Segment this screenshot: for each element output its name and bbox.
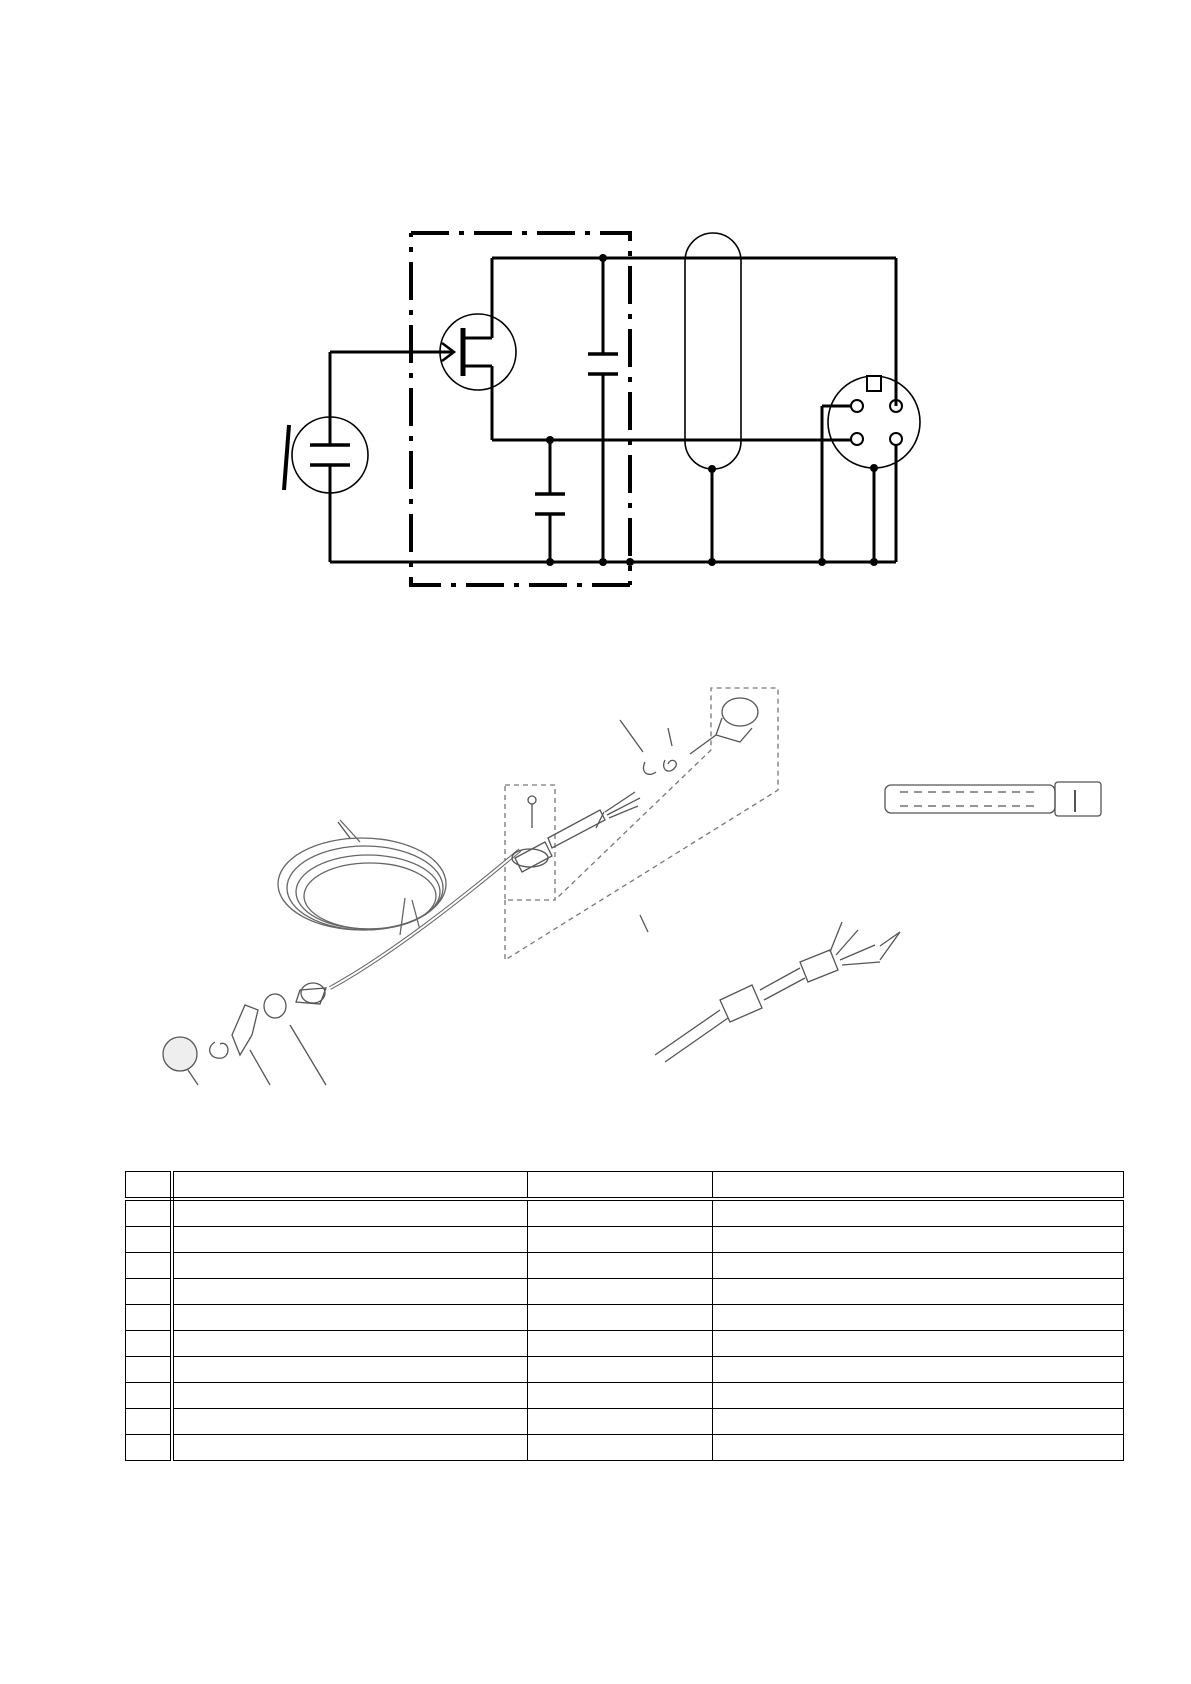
table-cell bbox=[528, 1305, 713, 1331]
table-cell bbox=[126, 1227, 173, 1253]
table-cell bbox=[528, 1279, 713, 1305]
table-cell bbox=[713, 1279, 1124, 1305]
table-cell bbox=[126, 1409, 173, 1435]
table-cell bbox=[528, 1383, 713, 1409]
circuit-schematic bbox=[0, 0, 1191, 620]
table-row bbox=[126, 1305, 1124, 1331]
table-cell bbox=[126, 1305, 173, 1331]
table-cell bbox=[172, 1279, 528, 1305]
header-cell bbox=[713, 1172, 1124, 1200]
table-cell bbox=[713, 1199, 1124, 1227]
table-cell bbox=[172, 1253, 528, 1279]
table-cell bbox=[528, 1227, 713, 1253]
shielded-cable bbox=[685, 233, 741, 469]
capsule-capacitor bbox=[284, 352, 368, 562]
table-row bbox=[126, 1435, 1124, 1461]
strain-relief bbox=[512, 810, 605, 872]
table-cell bbox=[528, 1253, 713, 1279]
table-row bbox=[126, 1253, 1124, 1279]
lock-clip bbox=[643, 760, 676, 774]
screw bbox=[528, 796, 536, 828]
table-cell bbox=[713, 1435, 1124, 1461]
table-row bbox=[126, 1199, 1124, 1227]
table-row bbox=[126, 1409, 1124, 1435]
table-cell bbox=[713, 1331, 1124, 1357]
table-cell bbox=[172, 1199, 528, 1227]
shield-boundary bbox=[411, 233, 630, 585]
table-cell bbox=[713, 1409, 1124, 1435]
table-row bbox=[126, 1331, 1124, 1357]
table-cell bbox=[713, 1253, 1124, 1279]
table-header-row bbox=[126, 1172, 1124, 1200]
windscreen bbox=[163, 1037, 197, 1071]
table-cell bbox=[172, 1357, 528, 1383]
table-cell bbox=[126, 1383, 173, 1409]
table-cell bbox=[126, 1253, 173, 1279]
table-cell bbox=[528, 1331, 713, 1357]
table-cell bbox=[713, 1383, 1124, 1409]
ring bbox=[264, 994, 286, 1018]
table-cell bbox=[172, 1409, 528, 1435]
table-cell bbox=[528, 1409, 713, 1435]
table-cell bbox=[528, 1435, 713, 1461]
table-cell bbox=[713, 1305, 1124, 1331]
header-cell bbox=[172, 1172, 528, 1200]
wire-ends bbox=[605, 792, 640, 818]
header-cell bbox=[528, 1172, 713, 1200]
table-cell bbox=[713, 1357, 1124, 1383]
table-cell bbox=[528, 1357, 713, 1383]
table-cell bbox=[172, 1227, 528, 1253]
table-cell bbox=[126, 1357, 173, 1383]
table-row bbox=[126, 1357, 1124, 1383]
capsule-housing bbox=[296, 983, 326, 1004]
table-cell bbox=[126, 1331, 173, 1357]
table-row bbox=[126, 1279, 1124, 1305]
bypass-capacitor bbox=[535, 440, 565, 562]
header-cell bbox=[126, 1172, 173, 1200]
exploded-parts-drawing bbox=[0, 620, 1191, 1100]
tip-pin bbox=[885, 782, 1101, 816]
parts-list-table bbox=[125, 1171, 1124, 1461]
cable-end-detail bbox=[655, 922, 900, 1062]
output-capacitor bbox=[588, 258, 618, 562]
table-cell bbox=[172, 1383, 528, 1409]
table-cell bbox=[528, 1199, 713, 1227]
table-row bbox=[126, 1227, 1124, 1253]
table-cell bbox=[172, 1435, 528, 1461]
table-cell bbox=[126, 1199, 173, 1227]
cable-coil bbox=[278, 820, 446, 935]
table-row bbox=[126, 1383, 1124, 1409]
connector-plug bbox=[690, 698, 758, 754]
table-cell bbox=[172, 1305, 528, 1331]
table-cell bbox=[713, 1227, 1124, 1253]
table-cell bbox=[126, 1435, 173, 1461]
table-cell bbox=[126, 1279, 173, 1305]
table-cell bbox=[172, 1331, 528, 1357]
